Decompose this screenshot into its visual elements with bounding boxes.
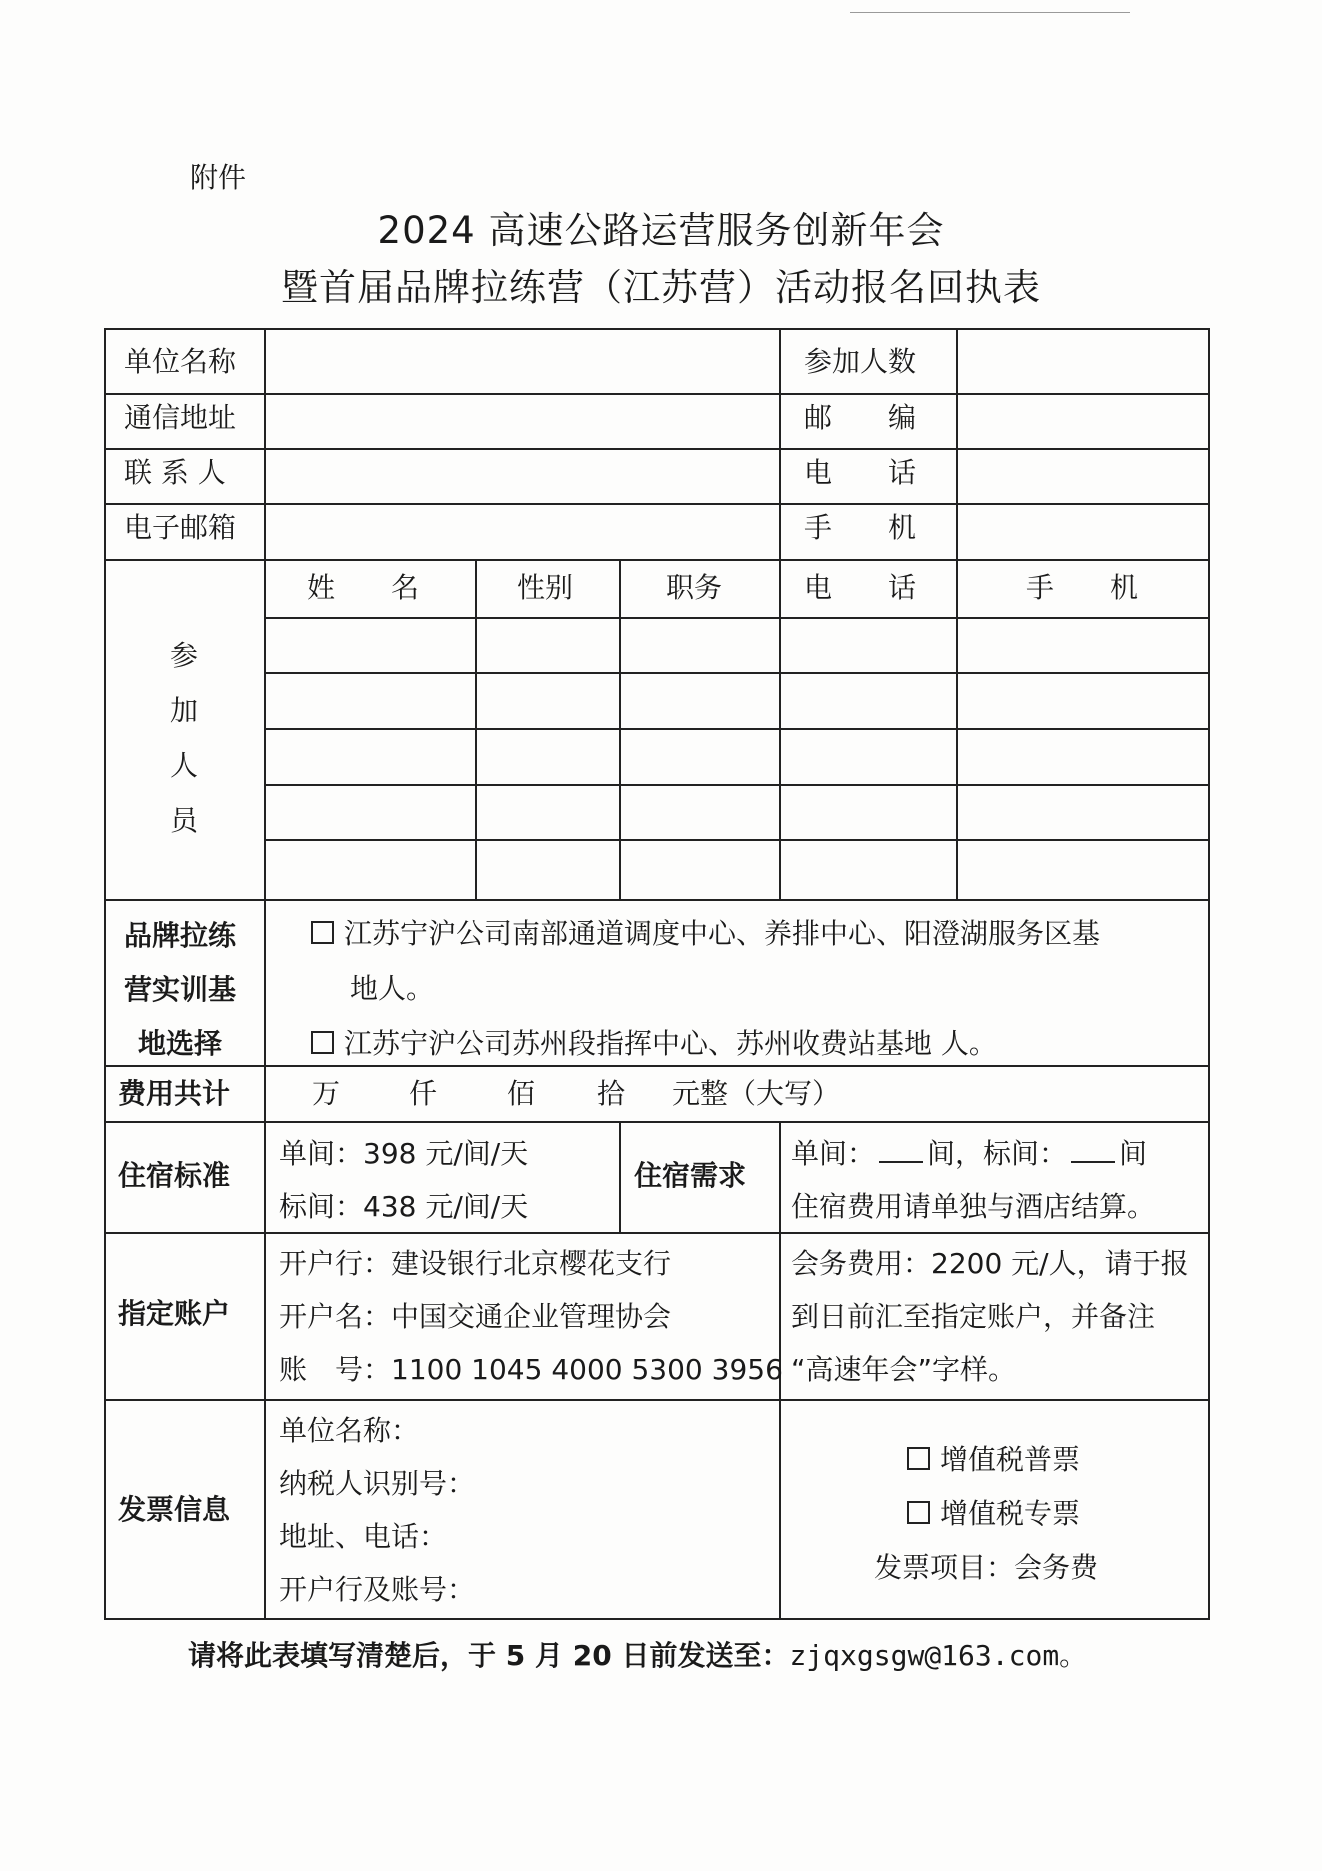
row-divider: [264, 672, 1208, 674]
row-divider: [106, 393, 1208, 395]
fee-label: 费用共计: [118, 1077, 231, 1110]
col-header-position: 职务: [666, 571, 723, 604]
invoice-option-normal[interactable]: [907, 1443, 1081, 1476]
fee-unit-bai: 佰: [507, 1077, 536, 1110]
label-participants-count: 参加人数: [804, 345, 917, 378]
need-single-suffix: 间，: [927, 1137, 984, 1170]
participants-label-char: 人: [169, 749, 198, 782]
label-mobile: 手 机: [804, 511, 917, 544]
row-divider: [264, 617, 1208, 619]
col-divider: [779, 330, 781, 559]
attachment-label: 附件: [190, 161, 247, 194]
row-divider: [264, 784, 1208, 786]
fee-note-line3: “高速年会”字样。: [791, 1353, 1017, 1386]
invoice-label: 发票信息: [118, 1493, 231, 1526]
invoice-normal-text: 增值税普票: [940, 1443, 1081, 1476]
account-name: 开户名：中国交通企业管理协会: [279, 1300, 672, 1333]
invoice-special-text: 增值税专票: [940, 1497, 1081, 1530]
participants-section-label: [164, 628, 204, 848]
label-email: 电子邮箱: [124, 511, 237, 544]
base-option-2[interactable]: [311, 1027, 997, 1060]
form-title-line1: 2024 高速公路运营服务创新年会: [377, 209, 945, 252]
accommodation-single: 单间：398 元/间/天: [279, 1137, 529, 1170]
need-single-blank[interactable]: [879, 1141, 923, 1163]
participants-label-char: 参: [169, 639, 198, 672]
base-selection-label-line2: 营实训基: [124, 973, 237, 1006]
fee-unit-qian: 仟: [409, 1077, 438, 1110]
label-phone: 电 话: [804, 456, 917, 489]
col-divider: [956, 330, 958, 899]
fee-unit-wan: 万: [312, 1077, 341, 1110]
footer-email: zjqxgsgw@163.com。: [789, 1639, 1088, 1672]
base-selection-label-line1: 品牌拉练: [124, 919, 237, 952]
row-divider: [106, 1399, 1208, 1401]
invoice-item: 发票项目：会务费: [874, 1551, 1099, 1584]
label-address: 通信地址: [124, 401, 237, 434]
invoice-option-special[interactable]: [907, 1497, 1081, 1530]
registration-table: [104, 328, 1210, 1620]
participants-label-char: 员: [169, 804, 198, 837]
label-contact: 联 系 人: [124, 456, 226, 489]
base-option-2-checkbox[interactable]: [311, 1031, 334, 1054]
row-divider: [106, 1232, 1208, 1234]
label-unit-name: 单位名称: [124, 345, 237, 378]
top-rule: [850, 12, 1130, 13]
col-divider: [264, 330, 266, 1618]
invoice-unit-name: 单位名称：: [279, 1414, 420, 1447]
row-divider: [106, 559, 1208, 561]
base-option-1-checkbox[interactable]: [311, 921, 334, 944]
footer-instruction: [188, 1634, 1087, 1674]
col-header-phone: 电 话: [804, 571, 917, 604]
row-divider: [106, 1065, 1208, 1067]
invoice-address-phone: 地址、电话：: [279, 1520, 448, 1553]
base-option-1-text: 江苏宁沪公司南部通道调度中心、养排中心、阳澄湖服务区基: [344, 917, 1101, 950]
col-divider: [779, 1121, 781, 1232]
need-twin-prefix: 标间：: [983, 1137, 1068, 1170]
row-divider: [106, 503, 1208, 505]
account-bank: 开户行：建设银行北京樱花支行: [279, 1247, 672, 1280]
invoice-normal-checkbox[interactable]: [907, 1447, 930, 1470]
need-single-prefix: 单间：: [791, 1137, 876, 1170]
row-divider: [106, 448, 1208, 450]
col-divider: [475, 559, 477, 899]
footer-text: 请将此表填写清楚后，于 5 月 20 日前发送至：: [188, 1639, 790, 1672]
col-header-mobile: 手 机: [1026, 571, 1139, 604]
participants-label-char: 加: [169, 694, 198, 727]
account-number: 账 号：1100 1045 4000 5300 3956: [279, 1353, 783, 1386]
accommodation-twin: 标间：438 元/间/天: [279, 1190, 529, 1223]
accommodation-need-note: 住宿费用请单独与酒店结算。: [791, 1190, 1156, 1223]
accommodation-label: 住宿标准: [118, 1159, 231, 1192]
base-option-1-line2: 地人。: [350, 972, 435, 1005]
col-divider: [779, 1232, 781, 1618]
row-divider: [264, 728, 1208, 730]
need-twin-blank[interactable]: [1071, 1141, 1115, 1163]
row-divider: [264, 839, 1208, 841]
accommodation-need: [791, 1137, 1148, 1170]
fee-note-line1: 会务费用：2200 元/人，请于报: [791, 1247, 1189, 1280]
invoice-special-checkbox[interactable]: [907, 1501, 930, 1524]
label-postcode: 邮 编: [804, 401, 917, 434]
form-title-line2: 暨首届品牌拉练营（江苏营）活动报名回执表: [281, 266, 1041, 309]
col-divider: [779, 559, 781, 899]
account-label: 指定账户: [118, 1297, 231, 1330]
col-divider: [619, 1121, 621, 1232]
accommodation-need-label: 住宿需求: [634, 1159, 747, 1192]
base-selection-label-line3: 地选择: [138, 1027, 223, 1060]
row-divider: [106, 1121, 1208, 1123]
fee-note-line2: 到日前汇至指定账户，并备注: [791, 1300, 1156, 1333]
need-twin-suffix: 间: [1119, 1137, 1148, 1170]
invoice-taxpayer-id: 纳税人识别号：: [279, 1467, 476, 1500]
base-option-2-text: 江苏宁沪公司苏州段指挥中心、苏州收费站基地 人。: [344, 1027, 997, 1060]
col-header-gender: 性别: [517, 571, 574, 604]
fee-unit-yuan: 元整（大写）: [672, 1077, 841, 1110]
base-option-1[interactable]: [311, 917, 1101, 950]
col-divider: [619, 559, 621, 899]
row-divider: [106, 899, 1208, 901]
invoice-bank-account: 开户行及账号：: [279, 1573, 476, 1606]
fee-unit-shi: 拾: [597, 1077, 626, 1110]
col-header-name: 姓 名: [307, 571, 420, 604]
